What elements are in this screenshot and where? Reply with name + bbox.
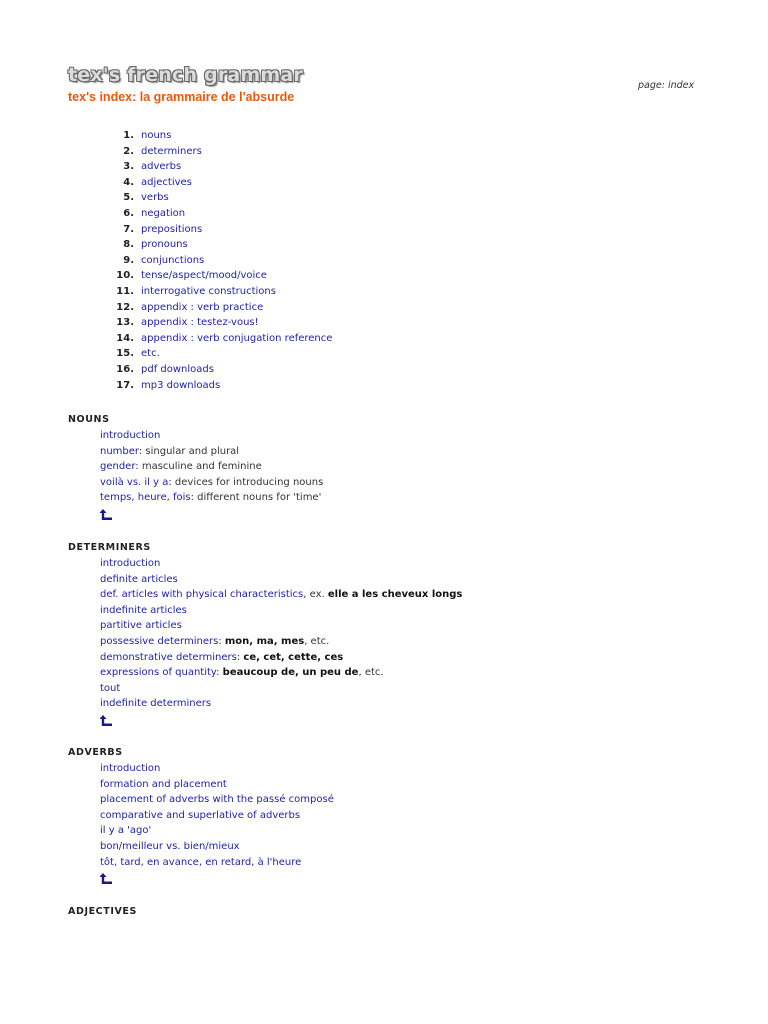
item-description: : singular and plural bbox=[138, 445, 240, 457]
toc-item bbox=[110, 144, 332, 160]
toc-number: 11. bbox=[116, 285, 134, 297]
section-item bbox=[100, 665, 462, 681]
up-arrow-icon[interactable] bbox=[100, 509, 114, 521]
toc-item bbox=[110, 378, 332, 394]
toc-item bbox=[110, 190, 332, 206]
section-determiners bbox=[68, 540, 462, 728]
toc-item bbox=[110, 237, 332, 253]
toc-link[interactable]: verbs bbox=[141, 192, 169, 204]
section-heading-adverbs: ADVERBS bbox=[68, 747, 123, 758]
section-item bbox=[100, 428, 323, 444]
section-item bbox=[100, 603, 462, 619]
section-link[interactable]: demonstrative determiners bbox=[100, 651, 237, 663]
section-item bbox=[100, 696, 462, 712]
back-to-top-row bbox=[100, 712, 462, 728]
toc-number: 10. bbox=[116, 270, 134, 282]
toc-item bbox=[110, 128, 332, 144]
toc-link[interactable]: interrogative constructions bbox=[141, 285, 276, 297]
section-item bbox=[100, 459, 323, 475]
section-item bbox=[100, 650, 462, 666]
toc-link[interactable]: appendix : verb practice bbox=[141, 301, 264, 313]
toc-item bbox=[110, 175, 332, 191]
section-nouns bbox=[68, 412, 323, 522]
toc-number: 4. bbox=[123, 176, 134, 188]
toc-item bbox=[110, 315, 332, 331]
table-of-contents bbox=[110, 128, 332, 393]
toc-number: 3. bbox=[123, 161, 134, 173]
section-item bbox=[100, 792, 334, 808]
section-item bbox=[100, 444, 323, 460]
toc-link[interactable]: pronouns bbox=[141, 239, 188, 251]
item-description: : different nouns for 'time' bbox=[190, 492, 322, 504]
toc-item bbox=[110, 346, 332, 362]
section-link[interactable]: il y a 'ago' bbox=[100, 825, 152, 837]
section-item bbox=[100, 556, 462, 572]
page-subtitle: tex's index: la grammaire de l'absurde bbox=[68, 90, 295, 104]
toc-link[interactable]: negation bbox=[141, 207, 186, 219]
section-nouns-list bbox=[68, 428, 323, 522]
toc-link[interactable]: pdf downloads bbox=[141, 363, 214, 375]
toc-number: 15. bbox=[116, 348, 134, 360]
toc-item bbox=[110, 331, 332, 347]
item-tail: , etc. bbox=[358, 667, 384, 679]
toc-number: 7. bbox=[123, 223, 134, 235]
section-link[interactable]: tout bbox=[100, 682, 121, 694]
french-example: mon, ma, mes bbox=[224, 635, 305, 647]
section-item bbox=[100, 587, 462, 603]
section-item bbox=[100, 490, 323, 506]
section-link[interactable]: definite articles bbox=[100, 573, 178, 585]
site-logo: tex's french grammar bbox=[68, 64, 303, 86]
toc-item bbox=[110, 222, 332, 238]
item-description: : bbox=[216, 667, 223, 679]
section-item bbox=[100, 634, 462, 650]
section-determiners-list bbox=[68, 556, 462, 728]
back-to-top-row bbox=[100, 506, 323, 522]
section-link[interactable]: formation and placement bbox=[100, 778, 227, 790]
toc-item bbox=[110, 206, 332, 222]
toc-link[interactable]: adverbs bbox=[141, 161, 182, 173]
section-link[interactable]: introduction bbox=[100, 763, 161, 774]
section-heading-determiners: DETERMINERS bbox=[68, 542, 151, 553]
toc-link[interactable]: tense/aspect/mood/voice bbox=[141, 270, 267, 282]
toc-link[interactable]: appendix : verb conjugation reference bbox=[141, 332, 333, 344]
section-link[interactable]: def. articles with physical characteristics bbox=[100, 589, 304, 601]
item-description: : devices for introducing nouns bbox=[168, 476, 324, 488]
section-adverbs bbox=[68, 745, 334, 886]
item-description: : bbox=[236, 651, 244, 663]
section-adjectives bbox=[68, 904, 137, 920]
french-example: beaucoup de, un peu de bbox=[222, 667, 359, 679]
item-description: : bbox=[218, 635, 225, 647]
section-link[interactable]: bon/meilleur vs. bien/mieux bbox=[100, 840, 240, 852]
section-link[interactable]: introduction bbox=[100, 558, 161, 569]
toc-item bbox=[110, 159, 332, 175]
section-link[interactable]: indefinite articles bbox=[100, 604, 187, 616]
section-item bbox=[100, 618, 462, 634]
toc-item bbox=[110, 284, 332, 300]
section-item bbox=[100, 823, 334, 839]
toc-item bbox=[110, 300, 332, 316]
toc-item bbox=[110, 362, 332, 378]
section-link[interactable]: comparative and superlative of adverbs bbox=[100, 809, 301, 821]
toc-link[interactable]: nouns bbox=[141, 130, 172, 141]
french-example: elle a les cheveux longs bbox=[327, 589, 463, 601]
toc-link[interactable]: mp3 downloads bbox=[141, 379, 221, 391]
french-example: ce, cet, cette, ces bbox=[243, 651, 344, 663]
section-adverbs-list bbox=[68, 761, 334, 886]
section-link[interactable]: temps, heure, fois bbox=[100, 492, 191, 504]
item-tail: , etc. bbox=[304, 635, 330, 647]
section-item bbox=[100, 761, 334, 777]
section-item bbox=[100, 839, 334, 855]
toc-link[interactable]: conjunctions bbox=[141, 254, 205, 266]
page-label: page: index bbox=[638, 80, 695, 91]
toc-number: 9. bbox=[123, 254, 134, 266]
section-link[interactable]: introduction bbox=[100, 430, 161, 441]
toc-link[interactable]: adjectives bbox=[141, 176, 192, 188]
section-link[interactable]: expressions of quantity bbox=[100, 667, 217, 679]
toc-number: 13. bbox=[116, 317, 134, 329]
section-link[interactable]: possessive determiners bbox=[100, 635, 219, 647]
toc-item bbox=[110, 253, 332, 269]
section-item bbox=[100, 808, 334, 824]
section-link[interactable]: partitive articles bbox=[100, 620, 182, 632]
toc-link[interactable]: determiners bbox=[141, 145, 202, 157]
toc-number: 14. bbox=[116, 332, 134, 344]
toc-number: 1. bbox=[123, 130, 134, 141]
item-description: : masculine and feminine bbox=[135, 461, 262, 473]
toc-number: 5. bbox=[123, 192, 134, 204]
section-heading-nouns: NOUNS bbox=[68, 414, 110, 425]
toc-number: 12. bbox=[116, 301, 134, 313]
toc-link[interactable]: appendix : testez-vous! bbox=[141, 317, 259, 329]
section-link[interactable]: gender bbox=[100, 461, 136, 473]
section-link[interactable]: placement of adverbs with the passé composé bbox=[100, 794, 334, 806]
item-description: , ex. bbox=[303, 589, 328, 601]
toc-number: 8. bbox=[123, 239, 134, 251]
section-link[interactable]: voilà vs. il y a bbox=[100, 476, 169, 488]
toc-number: 16. bbox=[116, 363, 134, 375]
section-item bbox=[100, 572, 462, 588]
section-item bbox=[100, 475, 323, 491]
toc-number: 6. bbox=[123, 207, 134, 219]
section-link[interactable]: number bbox=[100, 445, 139, 457]
toc-link[interactable]: prepositions bbox=[141, 223, 203, 235]
section-heading-adjectives: ADJECTIVES bbox=[68, 906, 137, 917]
section-item bbox=[100, 855, 334, 871]
toc-item bbox=[110, 268, 332, 284]
up-arrow-icon[interactable] bbox=[100, 715, 114, 727]
section-link[interactable]: indefinite determiners bbox=[100, 698, 212, 710]
toc-number: 2. bbox=[123, 145, 134, 157]
back-to-top-row bbox=[100, 870, 334, 886]
section-item bbox=[100, 681, 462, 697]
toc-link[interactable]: etc. bbox=[141, 348, 160, 360]
section-link[interactable]: tôt, tard, en avance, en retard, à l'heure bbox=[100, 856, 302, 868]
section-item bbox=[100, 777, 334, 793]
up-arrow-icon[interactable] bbox=[100, 873, 114, 885]
toc-number: 17. bbox=[116, 379, 134, 391]
